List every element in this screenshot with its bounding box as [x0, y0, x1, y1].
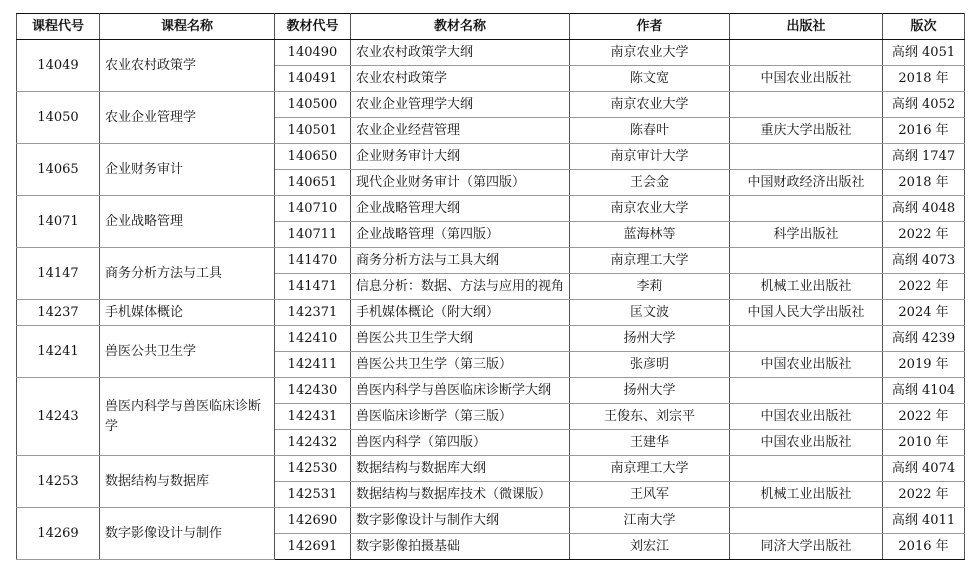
textbook-name: 数据结构与数据库技术（微课版） — [351, 482, 570, 508]
author: 南京审计大学 — [570, 144, 730, 170]
publisher — [730, 326, 883, 352]
publisher: 科学出版社 — [730, 222, 883, 248]
course-code: 14050 — [17, 92, 100, 144]
textbook-name: 手机媒体概论（附大纲） — [351, 300, 570, 326]
course-name: 兽医公共卫生学 — [100, 326, 275, 378]
textbook-code: 140490 — [275, 40, 351, 66]
edition: 2018 年 — [883, 66, 965, 92]
course-name: 企业战略管理 — [100, 196, 275, 248]
textbook-name: 兽医内科学（第四版） — [351, 430, 570, 456]
publisher — [730, 92, 883, 118]
table-body — [17, 40, 965, 560]
publisher: 机械工业出版社 — [730, 482, 883, 508]
textbook-code: 142531 — [275, 482, 351, 508]
table-row — [17, 300, 965, 326]
author: 扬州大学 — [570, 378, 730, 404]
course-code: 14243 — [17, 378, 100, 456]
publisher: 同济大学出版社 — [730, 534, 883, 560]
edition: 2019 年 — [883, 352, 965, 378]
author: 南京农业大学 — [570, 196, 730, 222]
table-row — [17, 508, 965, 534]
course-name: 企业财务审计 — [100, 144, 275, 196]
course-code: 14071 — [17, 196, 100, 248]
edition: 高纲 4104 — [883, 378, 965, 404]
textbook-code: 142410 — [275, 326, 351, 352]
edition: 2022 年 — [883, 222, 965, 248]
author: 陈文宽 — [570, 66, 730, 92]
table-row — [17, 248, 965, 274]
table-row — [17, 40, 965, 66]
textbook-name: 兽医公共卫生学（第三版） — [351, 352, 570, 378]
textbook-code: 142530 — [275, 456, 351, 482]
textbook-code: 140501 — [275, 118, 351, 144]
publisher — [730, 378, 883, 404]
textbook-name: 农业农村政策学大纲 — [351, 40, 570, 66]
edition: 2022 年 — [883, 404, 965, 430]
textbook-name: 企业财务审计大纲 — [351, 144, 570, 170]
edition: 高纲 4048 — [883, 196, 965, 222]
author: 张彦明 — [570, 352, 730, 378]
author: 王俊东、刘宗平 — [570, 404, 730, 430]
publisher: 中国农业出版社 — [730, 352, 883, 378]
course-name: 农业农村政策学 — [100, 40, 275, 92]
course-code: 14147 — [17, 248, 100, 300]
publisher: 中国农业出版社 — [730, 430, 883, 456]
textbook-name: 现代企业财务审计（第四版） — [351, 170, 570, 196]
textbook-name: 兽医公共卫生学大纲 — [351, 326, 570, 352]
course-name: 兽医内科学与兽医临床诊断学 — [100, 378, 275, 456]
publisher: 中国财政经济出版社 — [730, 170, 883, 196]
course-code: 14065 — [17, 144, 100, 196]
table-row — [17, 196, 965, 222]
edition: 2024 年 — [883, 300, 965, 326]
course-textbook-table — [16, 13, 965, 560]
course-name: 数据结构与数据库 — [100, 456, 275, 508]
author: 南京农业大学 — [570, 40, 730, 66]
author: 陈春叶 — [570, 118, 730, 144]
edition: 2022 年 — [883, 482, 965, 508]
course-name: 商务分析方法与工具 — [100, 248, 275, 300]
edition: 2018 年 — [883, 170, 965, 196]
edition: 高纲 4074 — [883, 456, 965, 482]
textbook-name: 商务分析方法与工具大纲 — [351, 248, 570, 274]
textbook-code: 140651 — [275, 170, 351, 196]
publisher: 重庆大学出版社 — [730, 118, 883, 144]
course-code: 14253 — [17, 456, 100, 508]
header-textbook-code: 教材代号 — [275, 14, 351, 40]
textbook-code: 140500 — [275, 92, 351, 118]
course-code: 14237 — [17, 300, 100, 326]
textbook-code: 142371 — [275, 300, 351, 326]
textbook-name: 农业企业管理学大纲 — [351, 92, 570, 118]
edition: 高纲 4239 — [883, 326, 965, 352]
publisher: 中国农业出版社 — [730, 66, 883, 92]
author: 南京农业大学 — [570, 92, 730, 118]
textbook-name: 农业企业经营管理 — [351, 118, 570, 144]
author: 南京理工大学 — [570, 456, 730, 482]
header-textbook-name: 教材名称 — [351, 14, 570, 40]
textbook-code: 140711 — [275, 222, 351, 248]
textbook-name: 数据结构与数据库大纲 — [351, 456, 570, 482]
textbook-name: 兽医内科学与兽医临床诊断学大纲 — [351, 378, 570, 404]
author: 王会金 — [570, 170, 730, 196]
publisher: 中国农业出版社 — [730, 404, 883, 430]
textbook-name: 数字影像设计与制作大纲 — [351, 508, 570, 534]
textbook-name: 信息分析：数据、方法与应用的视角 — [351, 274, 570, 300]
publisher — [730, 508, 883, 534]
edition: 高纲 4073 — [883, 248, 965, 274]
publisher — [730, 248, 883, 274]
table-header-row — [17, 14, 965, 40]
publisher — [730, 456, 883, 482]
textbook-code: 141470 — [275, 248, 351, 274]
author: 王风军 — [570, 482, 730, 508]
course-textbook-table-wrapper — [16, 13, 965, 560]
textbook-name: 数字影像拍摄基础 — [351, 534, 570, 560]
course-code: 14269 — [17, 508, 100, 560]
textbook-code: 142432 — [275, 430, 351, 456]
edition: 2022 年 — [883, 274, 965, 300]
header-course-code: 课程代号 — [17, 14, 100, 40]
edition: 2016 年 — [883, 118, 965, 144]
publisher — [730, 144, 883, 170]
textbook-name: 企业战略管理大纲 — [351, 196, 570, 222]
textbook-code: 140710 — [275, 196, 351, 222]
header-course-name: 课程名称 — [100, 14, 275, 40]
author: 蓝海林等 — [570, 222, 730, 248]
textbook-code: 140650 — [275, 144, 351, 170]
author: 南京理工大学 — [570, 248, 730, 274]
textbook-code: 142691 — [275, 534, 351, 560]
course-code: 14241 — [17, 326, 100, 378]
publisher: 中国人民大学出版社 — [730, 300, 883, 326]
edition: 高纲 4011 — [883, 508, 965, 534]
textbook-code: 142431 — [275, 404, 351, 430]
publisher — [730, 40, 883, 66]
author: 王建华 — [570, 430, 730, 456]
course-name: 手机媒体概论 — [100, 300, 275, 326]
author: 江南大学 — [570, 508, 730, 534]
table-row — [17, 92, 965, 118]
edition: 高纲 4051 — [883, 40, 965, 66]
textbook-code: 142411 — [275, 352, 351, 378]
textbook-code: 141471 — [275, 274, 351, 300]
textbook-code: 142690 — [275, 508, 351, 534]
header-edition: 版次 — [883, 14, 965, 40]
table-row — [17, 144, 965, 170]
header-author: 作者 — [570, 14, 730, 40]
table-row — [17, 378, 965, 404]
author: 刘宏江 — [570, 534, 730, 560]
textbook-name: 兽医临床诊断学（第三版） — [351, 404, 570, 430]
course-code: 14049 — [17, 40, 100, 92]
table-row — [17, 456, 965, 482]
edition: 高纲 1747 — [883, 144, 965, 170]
author: 匡文波 — [570, 300, 730, 326]
author: 扬州大学 — [570, 326, 730, 352]
textbook-code: 140491 — [275, 66, 351, 92]
edition: 高纲 4052 — [883, 92, 965, 118]
table-row — [17, 326, 965, 352]
textbook-code: 142430 — [275, 378, 351, 404]
edition: 2010 年 — [883, 430, 965, 456]
course-name: 农业企业管理学 — [100, 92, 275, 144]
header-publisher: 出版社 — [730, 14, 883, 40]
textbook-name: 农业农村政策学 — [351, 66, 570, 92]
edition: 2016 年 — [883, 534, 965, 560]
publisher: 机械工业出版社 — [730, 274, 883, 300]
publisher — [730, 196, 883, 222]
author: 李莉 — [570, 274, 730, 300]
textbook-name: 企业战略管理（第四版） — [351, 222, 570, 248]
course-name: 数字影像设计与制作 — [100, 508, 275, 560]
